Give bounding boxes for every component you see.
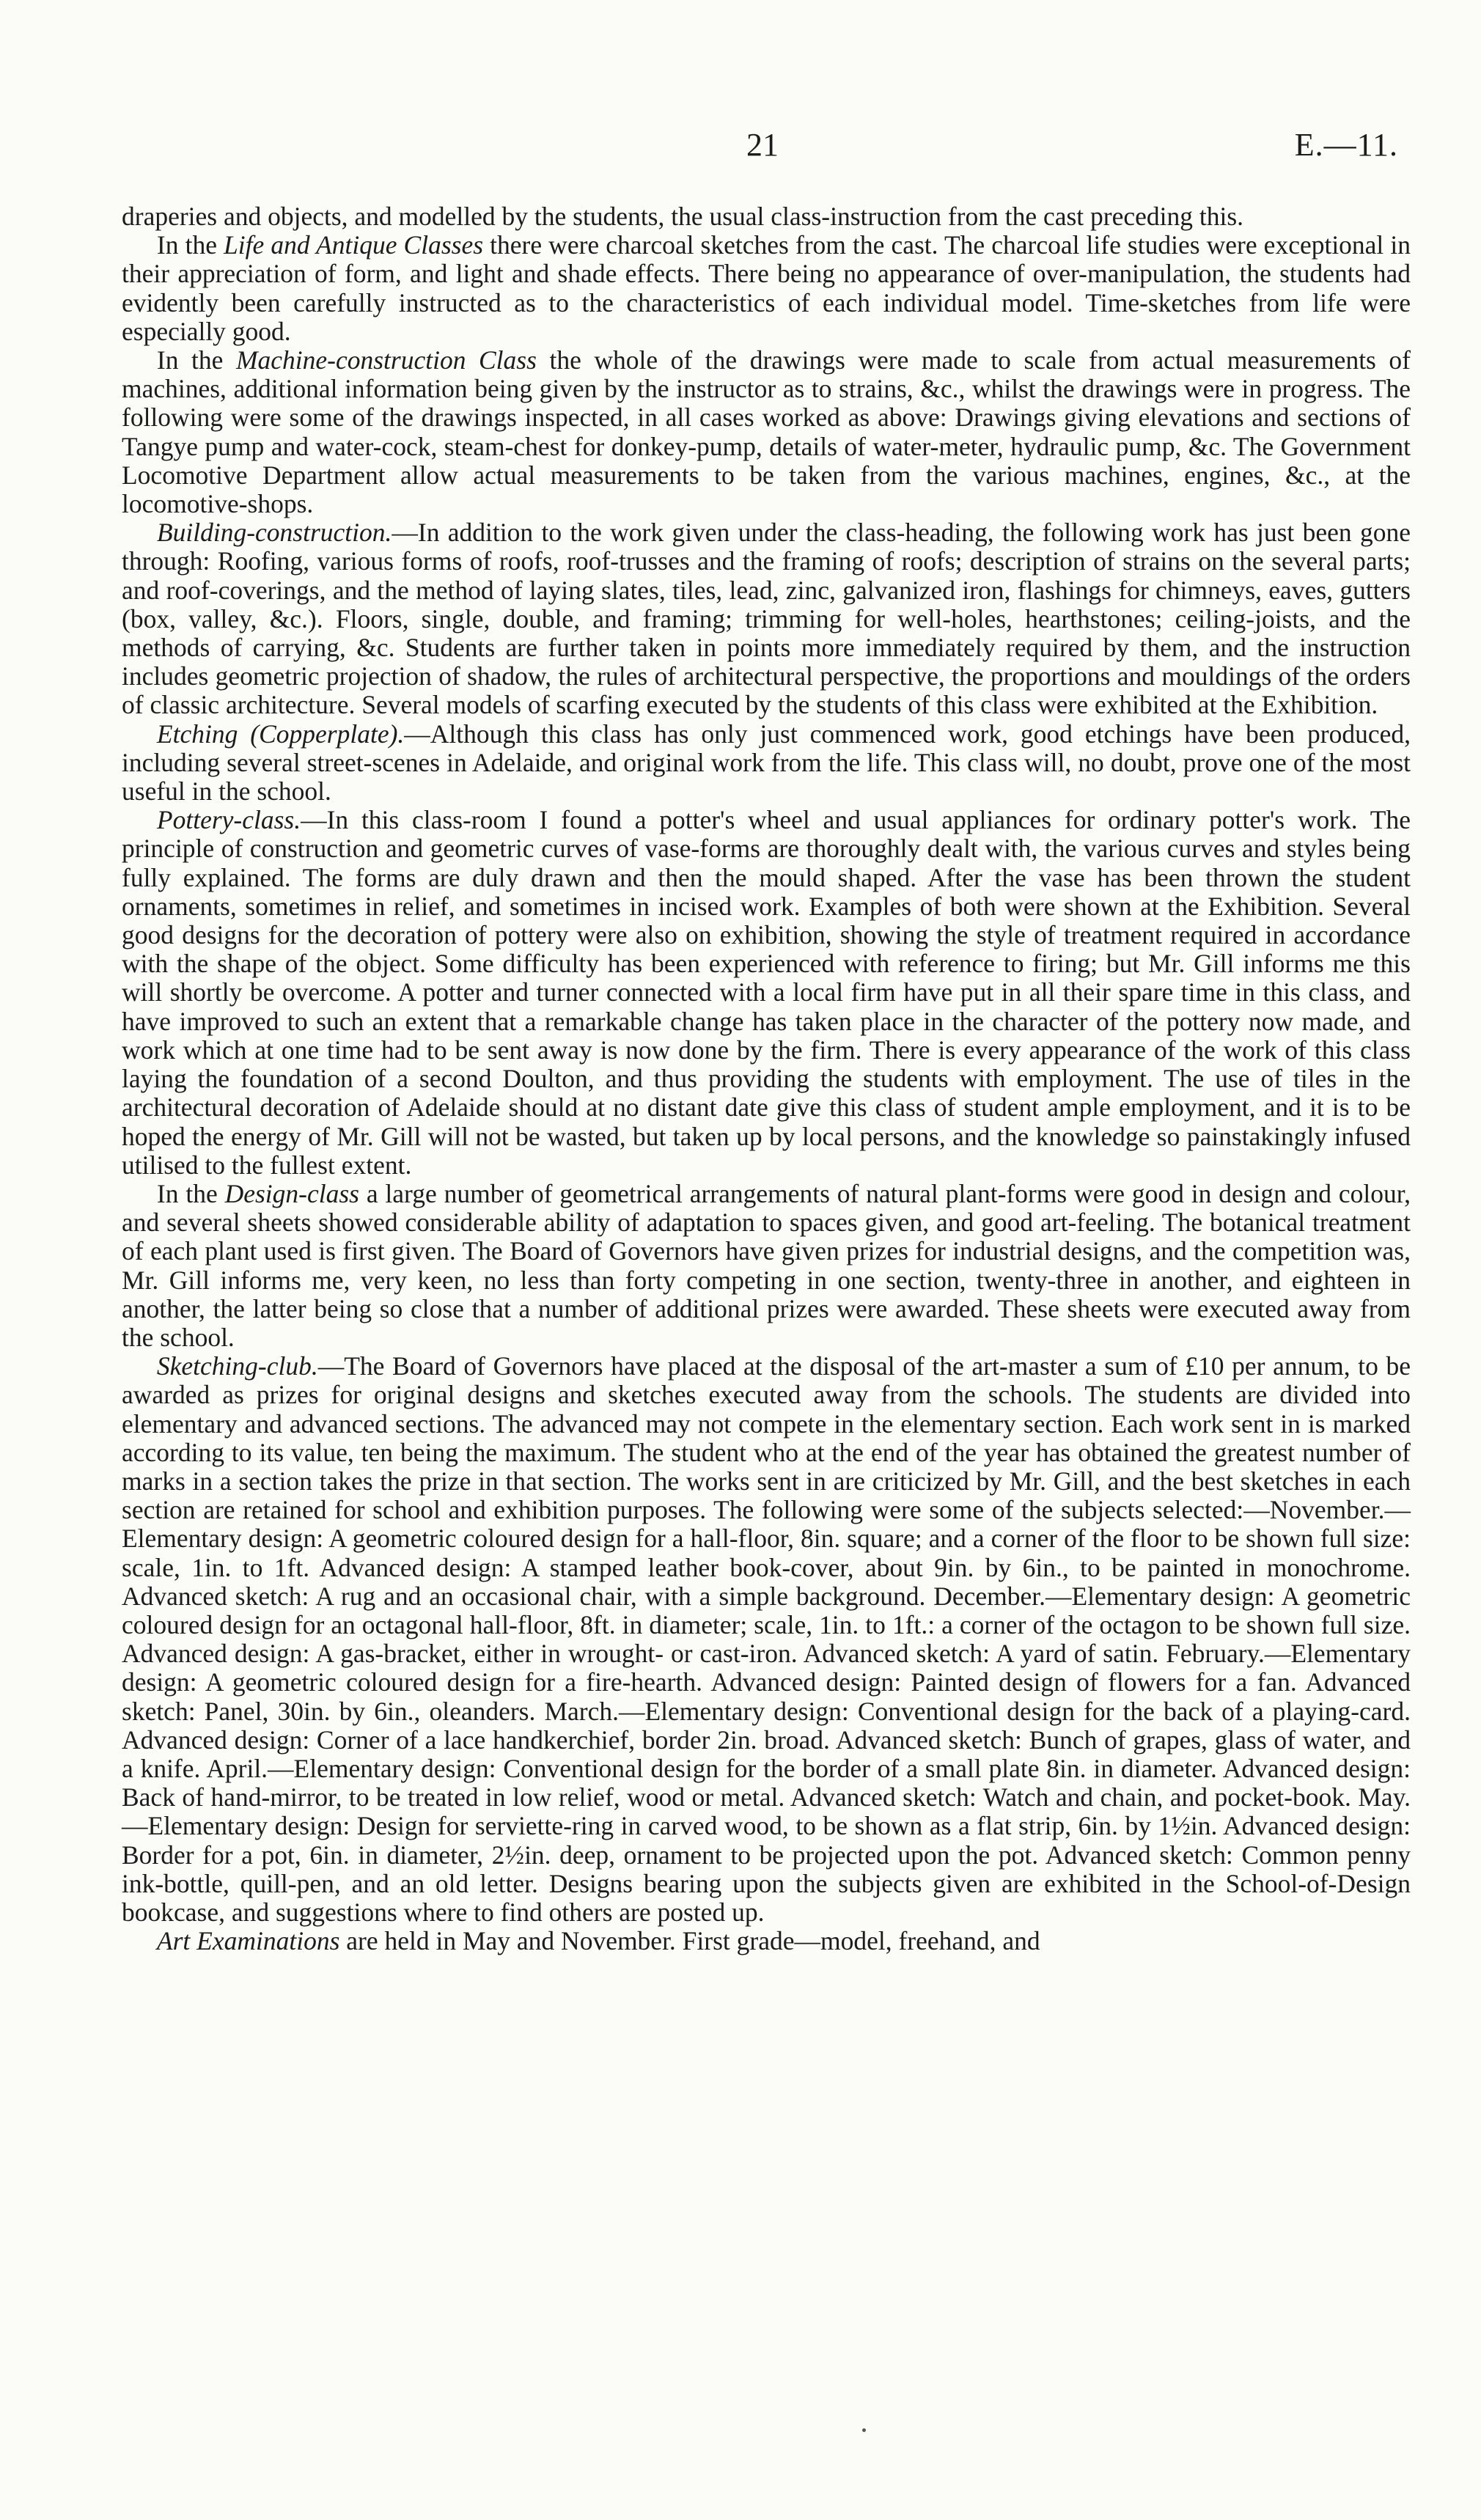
paragraph	[122, 806, 1411, 1180]
paragraph-text: there were charcoal sketches from the cast. The charcoal life studies were exceptional in their appreciation of form, and light and shade effects. There being no appearance of over-manipulation, the students had evidently been carefully instructed as to the characteristics of each individual model. Time-sketches from life were especially good.	[122, 230, 1411, 346]
paragraph	[122, 346, 1411, 518]
paragraph-heading: Design-class	[224, 1178, 359, 1208]
paragraph-text: draperies and objects, and modelled by the students, the usual class-instruction from the cast preceding this.	[122, 202, 1244, 231]
paragraph-heading: Building-construction.	[156, 518, 392, 548]
body-text	[122, 202, 1411, 1955]
paragraph-text: are held in May and November. First grade—model, freehand, and	[339, 1926, 1040, 1956]
page-number: 21	[746, 127, 779, 163]
paragraph-heading: Life and Antique Classes	[224, 230, 484, 260]
paragraph-heading: Art Examinations	[156, 1926, 340, 1956]
paragraph	[122, 1180, 1411, 1352]
paragraph	[122, 720, 1411, 807]
paragraph-heading: Pottery-class.	[156, 805, 301, 835]
paragraph	[122, 518, 1411, 719]
document-reference: E.—11.	[1294, 127, 1398, 163]
paragraph-lead: In the	[156, 1178, 225, 1208]
paragraph-text: a large number of geometrical arrangements of natural plant-forms were good in design and colour, and several sheets showed considerable ability of adaptation to spaces given, and good art-feeling. The botanical treatment of each plant used is first given. The Board of Governors have given prizes for industrial designs, and the competition was, Mr. Gill informs me, very keen, no less than forty competing in one section, twenty-three in another, and eighteen in another, the latter being so close that a number of additional prizes were awarded. These sheets were executed away from the school.	[122, 1178, 1411, 1352]
paragraph-heading: Etching (Copperplate).	[156, 719, 405, 749]
printer-mark	[862, 2428, 866, 2432]
page-header	[0, 126, 1481, 170]
paragraph	[122, 1927, 1411, 1955]
paragraph-text: —In addition to the work given under the class-heading, the following work has just been gone through: Roofing, various forms of roofs, roof-trusses and the framing of roofs; description of strains on the several parts; and roof-coverings, and the method of laying slates, tiles, lead, zinc, galvanized iron, flashings for chimneys, eaves, gutters (box, valley, &c.). Floors, single, double, and framing; trimming for well-holes, hearthstones; ceiling-joists, and the methods of carrying, &c. Students are further taken in points more immediately required by them, and the instruction includes geometric projection of shadow, the rules of architectural perspective, the proportions and mouldings of the orders of classic architecture. Several models of scarfing executed by the students of this class were exhibited at the Exhibition.	[122, 518, 1411, 720]
paragraph-text: —The Board of Governors have placed at the disposal of the art-master a sum of £10 per annum, to be awarded as prizes for original designs and sketches executed away from the schools. The students are divided into elementary and advanced sections. The advanced may not compete in the elementary section. Each work sent in is marked according to its value, ten being the maximum. The student who at the end of the year has obtained the greatest number of marks in a section takes the prize in that section. The works sent in are criticized by Mr. Gill, and the best sketches in each section are retained for school and exhibition purposes. The following were some of the subjects selected:—November.—Elementary design: A geometric coloured design for a hall-floor, 8in. square; and a corner of the floor to be shown full size: scale, 1in. to 1ft. Advanced design: A stamped leather book-cover, about 9in. by 6in., to be painted in monochrome. Advanced sketch: A rug and an occasional chair, with a simple background. December.—Elementary design: A geometric coloured design for an octagonal hall-floor, 8ft. in diameter; scale, 1in. to 1ft.: a corner of the octagon to be shown full size. Advanced design: A gas-bracket, either in wrought- or cast-iron. Advanced sketch: A yard of satin. February.—Elementary design: A geometric coloured design for a fire-hearth. Advanced design: Painted design of flowers for a fan. Advanced sketch: Panel, 30in. by 6in., oleanders. March.—Elementary design: Conventional design for the back of a playing-card. Advanced design: Corner of a lace handkerchief, border 2in. broad. Advanced sketch: Bunch of grapes, glass of water, and a knife. April.—Elementary design: Conventional design for the border of a small plate 8in. in diameter. Advanced design: Back of hand-mirror, to be treated in low relief, wood or metal. Advanced sketch: Watch and chain, and pocket-book. May.—Elementary design: Design for serviette-ring in carved wood, to be shown as a flat strip, 6in. by 1½in. Advanced design: Border for a pot, 6in. in diameter, 2½in. deep, ornament to be projected upon the pot. Advanced sketch: Common penny ink-bottle, quill-pen, and an old letter. Designs bearing upon the subjects given are exhibited in the School-of-Design bookcase, and suggestions where to find others are posted up.	[122, 1351, 1411, 1927]
paragraph	[122, 202, 1411, 231]
paragraph-text: —Although this class has only just commenced work, good etchings have been produced, including several street-scenes in Adelaide, and original work from the life. This class will, no doubt, prove one of the most useful in the school.	[122, 719, 1411, 807]
paragraph-heading: Machine-construction Class	[235, 345, 537, 375]
paragraph-text: —In this class-room I found a potter's wheel and usual appliances for ordinary potter's work. The principle of construction and geometric curves of vase-forms are thoroughly dealt with, the various curves and styles being fully explained. The forms are duly drawn and then the mould shaped. After the vase has been thrown the student ornaments, sometimes in relief, and sometimes in incised work. Examples of both were shown at the Exhibition. Several good designs for the decoration of pottery were also on exhibition, showing the style of treatment required in accordance with the shape of the object. Some difficulty has been experienced with reference to firing; but Mr. Gill informs me this will shortly be overcome. A potter and turner connected with a local firm have put in all their spare time in this class, and have improved to such an extent that a remarkable change has taken place in the character of the pottery now made, and work which at one time had to be sent away is now done by the firm. There is every appearance of the work of this class laying the foundation of a second Doulton, and thus providing the students with employment. The use of tiles in the architectural decoration of Adelaide should at no distant date give this class of student ample employment, and it is to be hoped the energy of Mr. Gill will not be wasted, but taken up by local persons, and the knowledge so painstakingly infused utilised to the fullest extent.	[122, 805, 1411, 1180]
paragraph	[122, 231, 1411, 346]
paragraph-text: the whole of the drawings were made to scale from actual measurements of machines, additional information being given by the instructor as to strains, &c., whilst the drawings were in progress. The following were some of the drawings inspected, in all cases worked as above: Drawings giving elevations and sections of Tangye pump and water-cock, steam-chest for donkey-pump, details of water-meter, hydraulic pump, &c. The Government Locomotive Department allow actual measurements to be taken from the various machines, engines, &c., at the locomotive-shops.	[122, 345, 1411, 519]
paragraph-lead: In the	[156, 230, 224, 260]
paragraph	[122, 1352, 1411, 1927]
paragraph-lead: In the	[156, 345, 236, 375]
paragraph-heading: Sketching-club.	[156, 1351, 318, 1381]
